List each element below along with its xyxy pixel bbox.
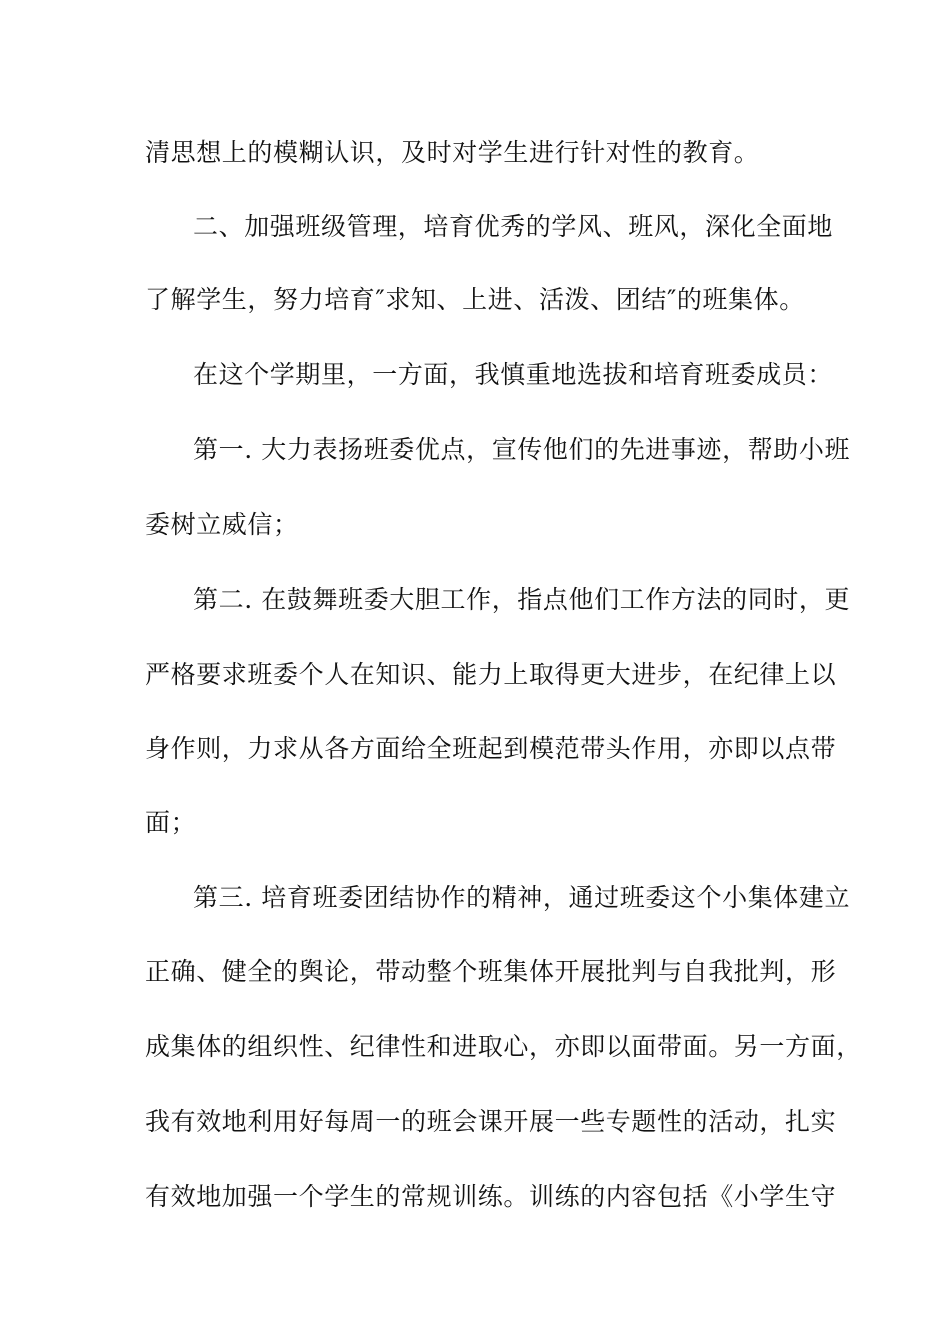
text-line: 正确、健全的舆论，带动整个班集体开展批判与自我批判，形 bbox=[145, 957, 837, 986]
text-line: 第三. 培育班委团结协作的精神，通过班委这个小集体建立 bbox=[193, 883, 851, 912]
text-line: 在这个学期里，一方面，我慎重地选拔和培育班委成员： bbox=[193, 360, 834, 389]
text-line: 有效地加强一个学生的常规训练。训练的内容包括《小学生守 bbox=[145, 1182, 837, 1211]
text-line: 成集体的组织性、纪律性和进取心，亦即以面带面。另一方面， bbox=[145, 1032, 862, 1061]
text-line: 面； bbox=[145, 808, 197, 837]
text-line: 委树立威信； bbox=[145, 510, 299, 539]
text-line: 清思想上的模糊认识，及时对学生进行针对性的教育。 bbox=[145, 138, 760, 167]
text-line: 严格要求班委个人在知识、能力上取得更大进步，在纪律上以 bbox=[145, 660, 837, 689]
text-line: 二、加强班级管理，培育优秀的学风、班风，深化全面地 bbox=[193, 212, 834, 241]
text-line: 我有效地利用好每周一的班会课开展一些专题性的活动，扎实 bbox=[145, 1107, 837, 1136]
text-line: 第一. 大力表扬班委优点，宣传他们的先进事迹，帮助小班 bbox=[193, 435, 851, 464]
text-line: 第二. 在鼓舞班委大胆工作，指点他们工作方法的同时，更 bbox=[193, 585, 851, 614]
text-line: 了解学生，努力培育″求知、上进、活泼、团结″的班集体。 bbox=[145, 285, 805, 314]
text-line: 身作则，力求从各方面给全班起到模范带头作用，亦即以点带 bbox=[145, 734, 837, 763]
